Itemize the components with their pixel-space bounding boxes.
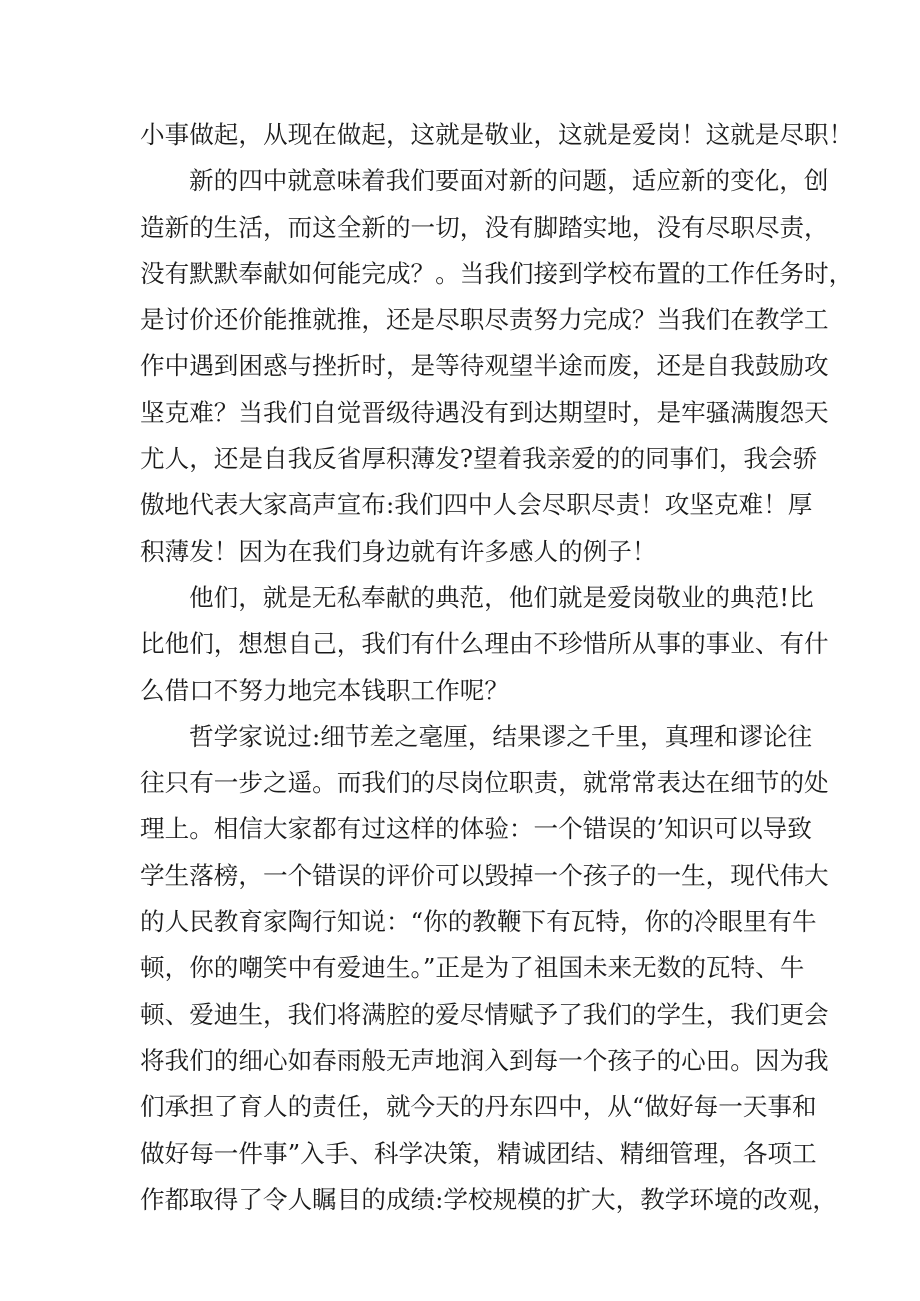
- text-line: 顿，你的嘲笑中有爱迪生。”正是为了祖国未来无数的瓦特、牛: [140, 953, 805, 983]
- text-line: 傲地代表大家高声宣布:我们四中人会尽职尽责！攻坚克难！厚: [140, 490, 813, 520]
- text-line: 作中遇到困惑与挫折时，是等待观望半途而废，还是自我鼓励攻: [140, 351, 829, 381]
- text-line: 么借口不努力地完本钱职工作呢？: [140, 675, 509, 705]
- text-line: 学生落榜，一个错误的评价可以毁掉一个孩子的一生，现代伟大: [140, 860, 829, 890]
- text-line: 理上。相信大家都有过这样的体验：一个错误的’知识可以导致: [140, 814, 812, 844]
- text-line: 积薄发！因为在我们身边就有许多感人的例子！: [140, 536, 657, 566]
- text-line: 造新的生活，而这全新的一切，没有脚踏实地，没有尽职尽责，: [140, 212, 829, 242]
- text-line: 顿、爱迪生，我们将满腔的爱尽情赋予了我们的学生，我们更会: [140, 999, 829, 1029]
- text-line: 做好每一件事”入手、科学决策，精诚团结、精细管理，各项工: [140, 1138, 817, 1168]
- text-line: 们承担了育人的责任，就今天的丹东四中，从“做好每一天事和: [140, 1092, 817, 1122]
- text-line: 小事做起，从现在做起，这就是敬业，这就是爱岗！这就是尽职！: [140, 120, 854, 149]
- text-line: 往只有一步之遥。而我们的尽岗位职责，就常常表达在细节的处: [140, 768, 829, 798]
- text-line: 是讨价还价能推就推，还是尽职尽责努力完成？当我们在教学工: [140, 305, 829, 335]
- text-line: 坚克难？当我们自觉晋级待遇没有到达期望时，是牢骚满腹怨天: [140, 397, 829, 427]
- body-text: [140, 112, 854, 1223]
- text-line: 他们，就是无私奉献的典范，他们就是爱岗敬业的典范!比: [189, 582, 814, 612]
- text-line: 尤人，还是自我反省厚积薄发?望着我亲爱的的同事们，我会骄: [140, 444, 818, 474]
- text-line: 新的四中就意味着我们要面对新的问题，适应新的变化，创: [189, 166, 829, 196]
- text-line: 将我们的细心如春雨般无声地润入到每一个孩子的心田。因为我: [140, 1045, 829, 1075]
- text-line: 作都取得了令人瞩目的成绩:学校规模的扩大，教学环境的改观，: [140, 1184, 837, 1214]
- text-line: 哲学家说过:细节差之毫厘，结果谬之千里，真理和谬论往: [189, 721, 813, 751]
- text-line: 没有默默奉献如何能完成？。当我们接到学校布置的工作任务时，: [140, 258, 854, 288]
- text-line: 的人民教育家陶行知说：“你的教鞭下有瓦特，你的冷眼里有牛: [140, 907, 817, 937]
- text-line: 比他们，想想自己，我们有什么理由不珍惜所从事的事业、有什: [140, 629, 829, 659]
